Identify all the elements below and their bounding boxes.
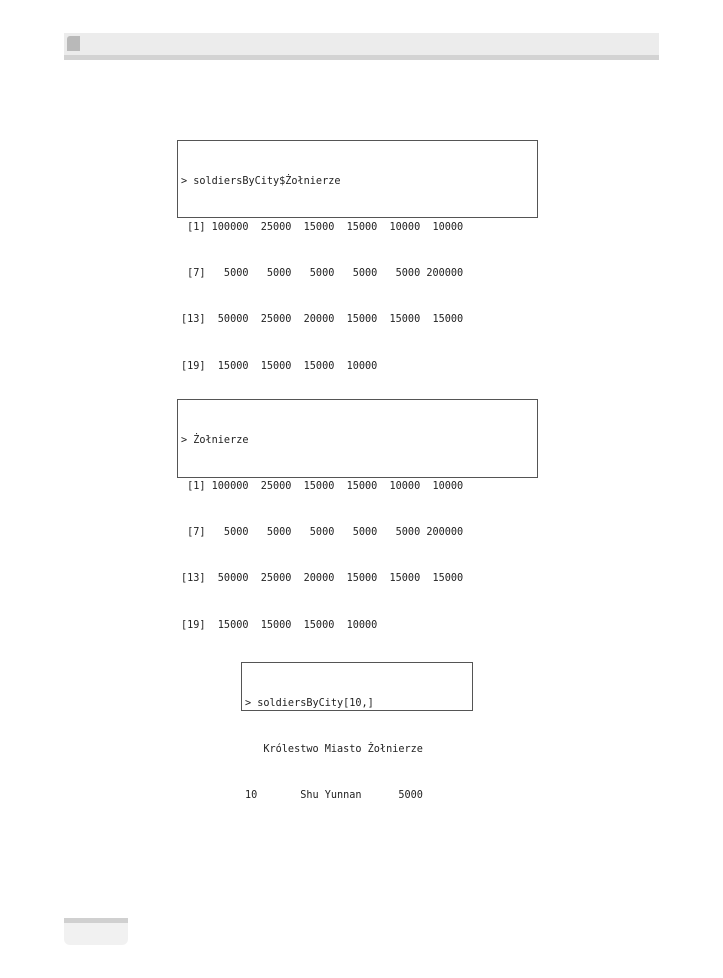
console-output-line: [7] 5000 5000 5000 5000 5000 200000 [181,527,464,539]
page-header-tab [67,36,80,51]
console-output-line: [7] 5000 5000 5000 5000 5000 200000 [181,268,464,280]
console-command-line: > Żołnierze [181,434,249,446]
console-output-line: [1] 100000 25000 15000 15000 10000 10000 [181,222,464,234]
page-header-bar [64,33,659,55]
console-command-line: > soldiersByCity$Żołnierze [181,175,341,187]
console-output-line: [13] 50000 25000 20000 15000 15000 15000 [181,314,464,326]
console-table-header: Królestwo Miasto Żołnierze [245,744,423,756]
console-output-line: [1] 100000 25000 15000 15000 10000 10000 [181,481,464,493]
console-table-row: 10 Shu Yunnan 5000 [245,790,423,802]
r-console-output-attached-column [177,399,538,631]
page-header-rule [64,55,659,60]
console-output-line: [19] 15000 15000 15000 10000 [181,360,378,372]
r-console-output-row-10 [241,662,473,802]
console-command-line: > soldiersByCity[10,] [245,697,374,709]
r-console-output-soldiers-by-city-column [177,140,538,372]
page-footer-tab [64,923,128,945]
console-output-line: [13] 50000 25000 20000 15000 15000 15000 [181,573,464,585]
console-output-line: [19] 15000 15000 15000 10000 [181,619,378,631]
